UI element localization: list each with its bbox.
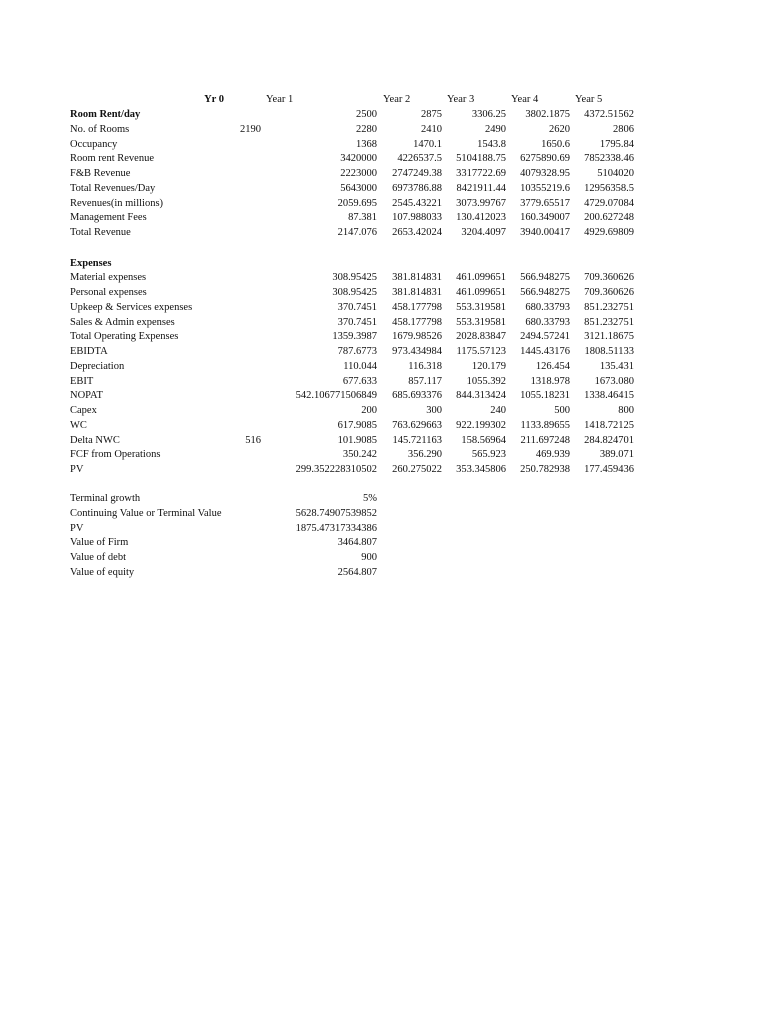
cell-year2: 260.275022 — [392, 464, 442, 475]
cell-year1: 110.044 — [343, 360, 377, 372]
cell-year4: 1133.89655 — [520, 419, 570, 431]
table-row — [0, 285, 768, 300]
row-label: Revenues(in millions) — [70, 197, 164, 209]
cell-year1: 787.6773 — [337, 346, 377, 357]
table-row — [0, 506, 768, 521]
cell-year3: 3317722.69 — [456, 168, 506, 179]
table-row — [0, 270, 768, 285]
table-row — [0, 374, 768, 389]
cell-year3: 353.345806 — [456, 464, 506, 475]
cell-year2: 6973786.88 — [392, 182, 442, 194]
cell-year3: 3306.25 — [471, 109, 506, 120]
row-label: PV — [70, 522, 84, 534]
cell-year4: 1650.6 — [541, 138, 570, 150]
cell-year3: 3204.4097 — [461, 227, 506, 238]
cell-year5: 851.232751 — [584, 301, 634, 313]
cell-year1: 2280 — [356, 123, 377, 135]
cell-year5: 389.071 — [599, 449, 634, 461]
cell-year3: 2028.83847 — [456, 331, 506, 343]
cell-year4: 680.33793 — [525, 316, 570, 328]
cell-year1: 350.242 — [342, 449, 377, 461]
row-label: No. of Rooms — [70, 123, 130, 135]
row-label: Management Fees — [70, 212, 147, 224]
cell-year5: 7852338.46 — [584, 153, 634, 165]
cell-year3: 553.319581 — [456, 316, 506, 328]
table-row — [0, 166, 768, 181]
cell-year5: 2806 — [613, 123, 634, 135]
cell-year4: 211.697248 — [520, 434, 570, 446]
cell-year2: 458.177798 — [392, 301, 442, 313]
cell-year5: 284.824701 — [584, 434, 634, 446]
cell-year5: 1673.080 — [594, 375, 634, 387]
cell-year5: 3121.18675 — [584, 331, 634, 343]
cell-year3: 565.923 — [471, 449, 506, 461]
row-label: Capex — [70, 405, 97, 416]
cell-year3: 461.099651 — [456, 287, 506, 298]
cell-year5: 851.232751 — [584, 316, 634, 328]
cell-year5: 135.431 — [599, 360, 634, 372]
cell-year4: 3802.1875 — [525, 109, 570, 120]
cell-year4: 2620 — [549, 123, 570, 135]
cell-year1: 2223000 — [340, 168, 377, 179]
cell-year1: 1359.3987 — [332, 331, 377, 343]
cell-year2: 2410 — [421, 123, 442, 135]
table-row — [0, 329, 768, 344]
table-row — [0, 565, 768, 580]
valuation-value: 3464.807 — [337, 537, 377, 549]
table-row — [0, 462, 768, 477]
row-label: Expenses — [70, 257, 112, 269]
cell-year1: 542.106771506849 — [295, 390, 377, 402]
cell-year5: 1418.72125 — [584, 419, 634, 431]
table-row — [0, 122, 768, 137]
cell-year2: 2875 — [421, 109, 442, 120]
cell-year1: 2059.695 — [337, 197, 377, 209]
cell-year4: 1445.43176 — [520, 346, 570, 357]
cell-year4: 6275890.69 — [520, 153, 570, 165]
row-label: Total Operating Expenses — [70, 331, 179, 343]
cell-year5: 5104020 — [597, 168, 634, 179]
row-label: FCF from Operations — [70, 449, 161, 461]
cell-year5: 709.360626 — [584, 287, 634, 298]
row-label: Upkeep & Services expenses — [70, 301, 193, 313]
row-label: Depreciation — [70, 360, 125, 372]
cell-year5: 4372.51562 — [584, 109, 634, 120]
table-row — [0, 181, 768, 196]
cell-year2: 381.814831 — [392, 287, 442, 298]
table-row — [0, 388, 768, 403]
table-row — [0, 447, 768, 462]
row-label: Material expenses — [70, 272, 147, 284]
cell-year4: 3779.65517 — [520, 197, 570, 209]
header-year5: Year 5 — [575, 94, 603, 105]
cell-year2: 4226537.5 — [397, 153, 442, 165]
table-row — [0, 403, 768, 418]
header-year3: Year 3 — [447, 94, 475, 105]
cell-year5: 800 — [618, 405, 634, 416]
cell-year3: 553.319581 — [456, 301, 506, 313]
cell-year5: 200.627248 — [584, 212, 634, 224]
cell-year5: 12956358.5 — [584, 182, 634, 194]
cell-year1: 1368 — [356, 138, 377, 150]
cell-year2: 2747249.38 — [392, 168, 442, 179]
row-label: Value of equity — [70, 566, 135, 578]
header-year4: Year 4 — [511, 94, 539, 105]
cell-year4: 250.782938 — [520, 464, 570, 475]
cell-year1: 3420000 — [340, 153, 377, 165]
cell-year4: 126.454 — [535, 360, 570, 372]
valuation-value: 5628.74907539852 — [295, 507, 377, 519]
cell-year2: 685.693376 — [392, 390, 442, 402]
row-label: NOPAT — [70, 390, 103, 402]
row-label: Value of debt — [70, 552, 126, 563]
cell-year3: 5104188.75 — [456, 153, 506, 165]
cell-year5: 1795.84 — [599, 138, 634, 150]
table-row — [0, 151, 768, 166]
row-label: Occupancy — [70, 138, 118, 150]
cell-year3: 1543.8 — [477, 138, 506, 150]
cell-year5: 1338.46415 — [584, 390, 634, 402]
cell-year5: 1808.51133 — [584, 346, 634, 357]
table-row — [0, 550, 768, 565]
cell-year2: 1470.1 — [413, 138, 442, 150]
row-label: Value of Firm — [70, 537, 129, 549]
cell-year3: 130.412023 — [456, 212, 506, 224]
row-label: WC — [70, 419, 87, 431]
table-row — [0, 344, 768, 359]
cell-year4: 1318.978 — [530, 375, 570, 387]
cell-yr0: 516 — [245, 434, 261, 446]
cell-year4: 160.349007 — [520, 212, 570, 224]
row-label: Delta NWC — [70, 434, 120, 446]
cell-year1: 370.7451 — [337, 301, 377, 313]
cell-year1: 299.352228310502 — [295, 464, 377, 475]
cell-year2: 116.318 — [408, 360, 442, 372]
cell-year3: 8421911.44 — [456, 182, 506, 194]
valuation-value: 1875.47317334386 — [295, 522, 377, 534]
row-label: Sales & Admin expenses — [70, 316, 175, 328]
cell-year4: 566.948275 — [520, 287, 570, 298]
cell-year2: 973.434984 — [392, 346, 442, 357]
cell-year1: 308.95425 — [332, 272, 377, 284]
row-label: Continuing Value or Terminal Value — [70, 507, 222, 519]
cell-year2: 356.290 — [407, 449, 442, 461]
valuation-value: 2564.807 — [337, 566, 377, 578]
cell-year2: 381.814831 — [392, 272, 442, 284]
cell-year4: 680.33793 — [525, 301, 570, 313]
table-row — [0, 418, 768, 433]
cell-year4: 2494.57241 — [520, 331, 570, 343]
row-label: Total Revenue — [70, 227, 131, 238]
table-row — [0, 256, 768, 271]
table-row — [0, 521, 768, 536]
cell-year5: 4929.69809 — [584, 227, 634, 238]
cell-year3: 240 — [490, 405, 506, 416]
row-label: Terminal growth — [70, 493, 141, 504]
row-label: F&B Revenue — [70, 168, 131, 179]
valuation-value: 900 — [361, 552, 377, 563]
cell-year3: 1175.57123 — [456, 346, 506, 357]
cell-year1: 2500 — [356, 109, 377, 120]
cell-year1: 677.633 — [342, 375, 377, 387]
cell-year3: 2490 — [485, 123, 506, 135]
cell-year1: 87.381 — [348, 212, 377, 224]
cell-year2: 300 — [426, 405, 442, 416]
table-row — [0, 107, 768, 122]
table-row — [0, 359, 768, 374]
cell-year5: 177.459436 — [584, 464, 634, 475]
table-row — [0, 315, 768, 330]
row-label: Room Rent/day — [70, 109, 141, 120]
cell-year4: 3940.00417 — [520, 227, 570, 238]
header-row — [0, 92, 768, 107]
row-label: Room rent Revenue — [70, 153, 154, 165]
cell-year2: 857.117 — [408, 375, 442, 387]
table-row — [0, 300, 768, 315]
row-label: PV — [70, 464, 84, 475]
cell-year3: 3073.99767 — [456, 197, 506, 209]
cell-year1: 370.7451 — [337, 316, 377, 328]
table-row — [0, 196, 768, 211]
cell-year1: 308.95425 — [332, 287, 377, 298]
row-label: EBIDTA — [70, 346, 108, 357]
cell-year3: 461.099651 — [456, 272, 506, 284]
table-row — [0, 491, 768, 506]
table-row — [0, 535, 768, 550]
cell-year3: 120.179 — [471, 360, 506, 372]
cell-year1: 200 — [361, 405, 377, 416]
cell-year3: 922.199302 — [456, 419, 506, 431]
cell-year2: 1679.98526 — [392, 331, 442, 343]
cell-year4: 566.948275 — [520, 272, 570, 284]
cell-year2: 458.177798 — [392, 316, 442, 328]
cell-year4: 4079328.95 — [520, 168, 570, 179]
cell-year5: 709.360626 — [584, 272, 634, 284]
row-label: Personal expenses — [70, 287, 147, 298]
cell-year5: 4729.07084 — [584, 197, 634, 209]
row-label: EBIT — [70, 375, 94, 387]
cell-year4: 1055.18231 — [520, 390, 570, 402]
header-year1: Year 1 — [266, 94, 294, 105]
cell-year2: 2545.43221 — [392, 197, 442, 209]
cell-year1: 617.9085 — [337, 419, 377, 431]
table-row — [0, 433, 768, 448]
cell-year4: 469.939 — [535, 449, 570, 461]
header-yr0: Yr 0 — [204, 94, 224, 105]
cell-year2: 107.988033 — [392, 212, 442, 224]
table-row — [0, 210, 768, 225]
cell-year1: 5643000 — [340, 182, 377, 194]
cell-year1: 2147.076 — [337, 227, 377, 238]
cell-year2: 145.721163 — [392, 434, 442, 446]
table-row — [0, 225, 768, 240]
cell-year3: 844.313424 — [456, 390, 506, 402]
cell-year2: 763.629663 — [392, 419, 442, 431]
cell-year2: 2653.42024 — [392, 227, 442, 238]
cell-year4: 10355219.6 — [520, 182, 570, 194]
cell-yr0: 2190 — [240, 123, 261, 135]
row-label: Total Revenues/Day — [70, 182, 156, 194]
cell-year1: 101.9085 — [337, 434, 377, 446]
cell-year3: 1055.392 — [466, 375, 506, 387]
cell-year4: 500 — [554, 405, 570, 416]
valuation-value: 5% — [363, 493, 377, 504]
cell-year3: 158.56964 — [461, 434, 506, 446]
header-year2: Year 2 — [383, 94, 411, 105]
table-row — [0, 137, 768, 152]
